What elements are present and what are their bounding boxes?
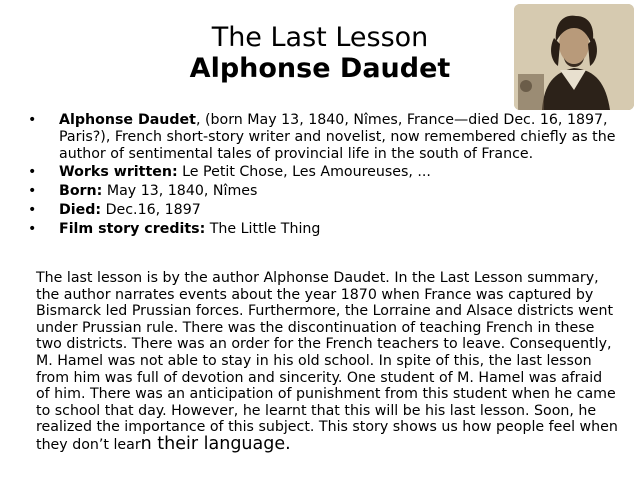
bullet-text: , (born May 13, 1840, Nîmes, France—died Dec. 16, 1897, Paris?), French short-story writer and novelist, now remembered chiefly as the author of sentimental tales of provincial life in the south of France. xyxy=(59,112,616,162)
bullet-item xyxy=(28,221,618,238)
bullet-label: Died: xyxy=(59,201,102,218)
bullet-label: Born: xyxy=(59,183,103,200)
bullet-text: May 13, 1840, Nîmes xyxy=(102,183,258,200)
bullet-label: Alphonse Daudet xyxy=(59,112,196,128)
bullet-item xyxy=(28,112,618,162)
summary-text: The last lesson is by the author Alphonse Daudet. In the Last Lesson summary, the author narrates events about the year 1870 when France was captured by Bismarck led Prussian forces. Furthermore, the Lorraine and Alsace districts went under Prussian rule. There was the discontinuation of teaching French in these two districts. There was an order for the French teachers to leave. Consequently, M. Hamel was not able to stay in his old school. In spite of this, the last lesson from him was full of devotion and sincerity. One student of M. Hamel was afraid of him. There was an anticipation of punishment from this student when he came to school that day. However, he learnt that this will be his last lesson. Soon, he realized the importance of this subject. This story shows us how people feel when they don’t lear xyxy=(36,270,618,453)
summary-paragraph xyxy=(36,270,620,454)
author-portrait xyxy=(514,4,634,110)
bullet-item xyxy=(28,202,618,219)
bullet-item xyxy=(28,164,618,181)
bullet-label: Works written: xyxy=(59,164,178,181)
slide-subtitle: Alphonse Daudet xyxy=(189,53,451,85)
bullet-list xyxy=(28,112,618,240)
slide-title: The Last Lesson xyxy=(211,22,429,53)
bullet-text: Dec.16, 1897 xyxy=(101,201,201,218)
bullet-text: Le Petit Chose, Les Amoureuses, ... xyxy=(177,164,431,181)
summary-text-tail: n their language. xyxy=(140,433,291,454)
bullet-item xyxy=(28,183,618,200)
bullet-text: The Little Thing xyxy=(205,220,321,237)
bullet-label: Film story credits: xyxy=(59,220,206,237)
title-block xyxy=(150,22,490,84)
portrait-image xyxy=(514,4,634,110)
